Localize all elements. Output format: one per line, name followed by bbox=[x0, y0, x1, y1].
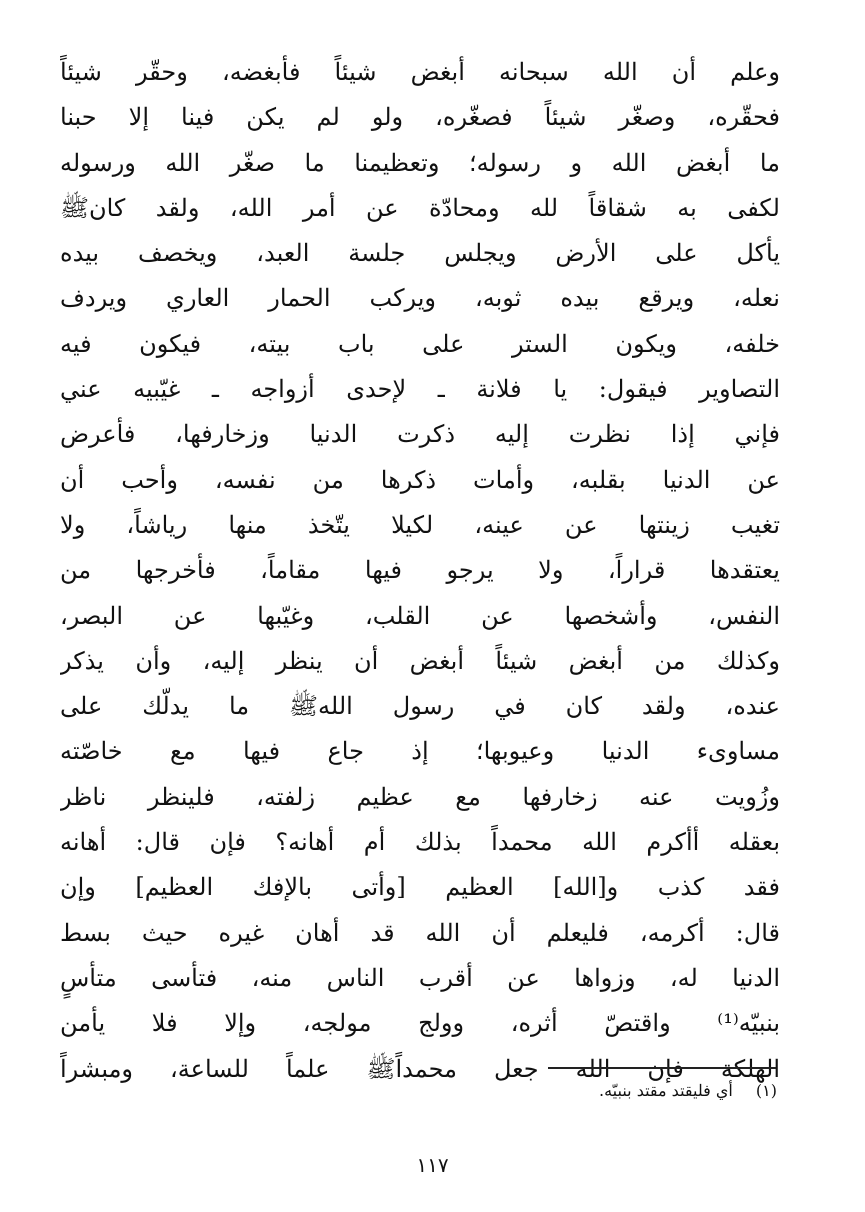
text-line: خلفه، ويكون الستر على باب بيته، فيكون فيه bbox=[60, 329, 780, 358]
text-line: فحقّره، وصغّر شيئاً فصغّره، ولو لم يكن فينا إلا حبنا bbox=[60, 103, 780, 132]
text-line: الدنيا له، وزواها عن أقرب الناس منه، فتأسى متأسٍ bbox=[60, 963, 780, 992]
text-line: قال: أكرمه، فليعلم أن الله قد أهان غيره حيث بسط bbox=[60, 918, 780, 947]
text-line: ما أبغض الله و رسوله؛ وتعظيمنا ما صغّر الله ورسوله bbox=[60, 148, 780, 177]
text-line: عن الدنيا بقلبه، وأمات ذكرها من نفسه، وأحب أن bbox=[60, 465, 780, 494]
text-line: مساوىء الدنيا وعيوبها؛ إذ جاع فيها مع خاصّته bbox=[60, 737, 780, 766]
text-line: بعقله أأكرم الله محمداً بذلك أم أهانه؟ فإن قال: أهانه bbox=[60, 828, 780, 857]
text-line: فإني إذا نظرت إليه ذكرت الدنيا وزخارفها، فأعرض bbox=[60, 420, 780, 449]
text-line: فقد كذب و[الله] العظيم [وأتى بالإفك العظيم] وإن bbox=[60, 873, 780, 902]
text-line: وزُويت عنه زخارفها مع عظيم زلفته، فلينظر ناظر bbox=[60, 782, 780, 811]
text-line: التصاوير فيقول: يا فلانة ـ لإحدى أزواجه ـ غيّبيه عني bbox=[60, 375, 780, 404]
footnote bbox=[277, 1078, 777, 1104]
text-line: النفس، وأشخصها عن القلب، وغيّبها عن البصر، bbox=[60, 601, 780, 630]
footnote-text: أي فليقتد مقتد بنبيّه. bbox=[599, 1081, 733, 1100]
text-line: يعتقدها قراراً، ولا يرجو فيها مقاماً، فأخرجها من bbox=[60, 556, 780, 585]
text-line: يأكل على الأرض ويجلس جلسة العبد، ويخصف بيده bbox=[60, 239, 780, 268]
text-line: تغيب زينتها عن عينه، لكيلا يتّخذ منها رياشاً، ولا bbox=[60, 510, 780, 539]
text-line: بنبيّه⁽¹⁾ واقتصّ أثره، وولج مولجه، وإلا فلا يأمن bbox=[60, 1009, 780, 1038]
text-line: لكفى به شقاقاً لله ومحادّة عن أمر الله، ولقد كانﷺ bbox=[60, 193, 780, 222]
page-number: ١١٧ bbox=[416, 1153, 449, 1177]
body-text bbox=[60, 50, 780, 1092]
footnote-separator bbox=[548, 1067, 776, 1069]
text-line: عنده، ولقد كان في رسول اللهﷺ ما يدلّك على bbox=[60, 692, 780, 721]
text-line: وكذلك من أبغض شيئاً أبغض أن ينظر إليه، وأن يذكر bbox=[60, 646, 780, 675]
footnote-marker: (١) bbox=[755, 1081, 777, 1100]
text-line: وعلم أن الله سبحانه أبغض شيئاً فأبغضه، وحقّر شيئاً bbox=[60, 58, 780, 86]
text-line: الهلكة فإن الله جعل محمداًﷺ علماً للساعة، ومبشراً bbox=[60, 1054, 780, 1083]
text-line: نعله، ويرقع بيده ثوبه، ويركب الحمار العاري ويردف bbox=[60, 284, 780, 313]
